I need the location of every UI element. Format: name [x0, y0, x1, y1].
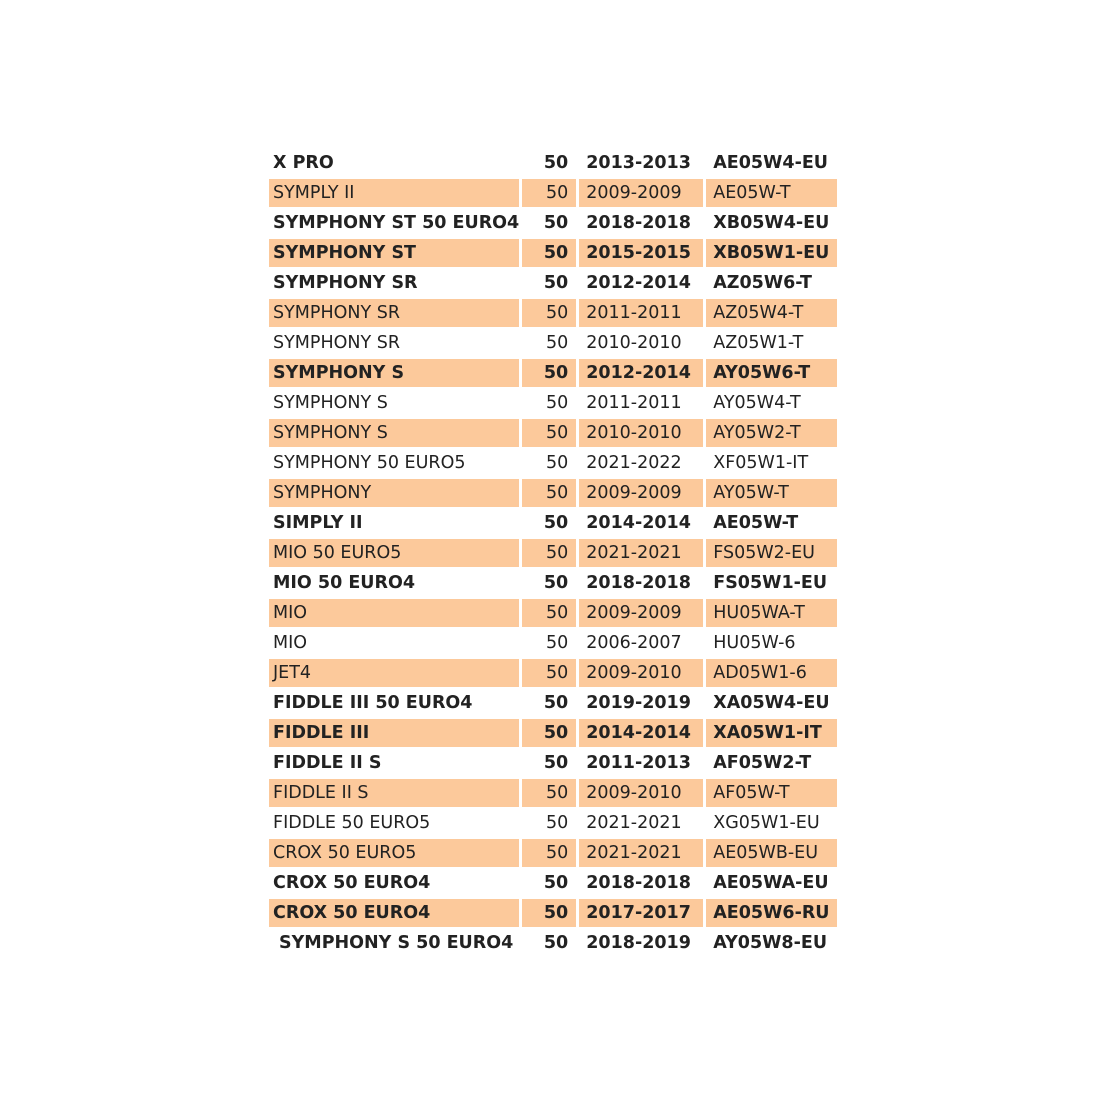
- table-row: [269, 779, 837, 807]
- model-name-cell: CROX 50 EURO5: [269, 839, 519, 867]
- engine-cc-cell: 50: [519, 179, 576, 207]
- model-name-cell: MIO: [273, 633, 308, 653]
- engine-cc-cell: 50: [519, 689, 576, 717]
- year-range-cell: 2009-2009: [576, 479, 703, 507]
- year-range-cell: 2018-2019: [576, 929, 703, 957]
- engine-cc-cell: 50: [519, 539, 576, 567]
- engine-cc-cell: 50: [519, 929, 576, 957]
- engine-cc-cell: 50: [519, 479, 576, 507]
- year-range-cell: 2021-2021: [576, 809, 703, 837]
- year-range-cell: 2013-2013: [576, 149, 703, 177]
- model-code-cell: AF05W-T: [703, 779, 837, 807]
- table-row: [269, 839, 837, 867]
- table-row: [269, 899, 837, 927]
- year-range-cell: 2014-2014: [576, 509, 703, 537]
- table-row: [269, 809, 837, 837]
- model-name-cell: SYMPHONY SR: [273, 273, 418, 293]
- model-name-cell: SYMPHONY SR: [269, 299, 519, 327]
- engine-cc-cell: 50: [519, 719, 576, 747]
- year-range-cell: 2010-2010: [576, 329, 703, 357]
- year-range-cell: 2019-2019: [576, 689, 703, 717]
- table-row: [269, 719, 837, 747]
- model-code-cell: XF05W1-IT: [703, 449, 837, 477]
- table-row: [269, 389, 837, 417]
- model-code-cell: AZ05W1-T: [703, 329, 837, 357]
- model-code-cell: FS05W2-EU: [703, 539, 837, 567]
- table-row: [269, 419, 837, 447]
- model-code-cell: AY05W6-T: [703, 359, 837, 387]
- engine-cc-cell: 50: [519, 779, 576, 807]
- engine-cc-cell: 50: [519, 299, 576, 327]
- table-row: [269, 479, 837, 507]
- model-code-cell: AE05W6-RU: [703, 899, 837, 927]
- table-row: [269, 929, 837, 957]
- engine-cc-cell: 50: [519, 899, 576, 927]
- model-code-cell: FS05W1-EU: [703, 569, 837, 597]
- model-name-cell: FIDDLE III 50 EURO4: [273, 693, 473, 713]
- model-code-cell: XB05W1-EU: [703, 239, 837, 267]
- year-range-cell: 2009-2010: [576, 779, 703, 807]
- table-row: [269, 659, 837, 687]
- model-name-cell: FIDDLE 50 EURO5: [273, 813, 431, 833]
- model-name-cell: SYMPHONY ST 50 EURO4: [273, 213, 520, 233]
- model-name-cell: SYMPHONY S: [269, 419, 519, 447]
- model-name-cell: MIO 50 EURO4: [273, 573, 416, 593]
- engine-cc-cell: 50: [519, 269, 576, 297]
- table-row: [269, 149, 837, 177]
- year-range-cell: 2017-2017: [576, 899, 703, 927]
- model-code-cell: AE05WB-EU: [703, 839, 837, 867]
- year-range-cell: 2009-2010: [576, 659, 703, 687]
- year-range-cell: 2006-2007: [576, 629, 703, 657]
- model-name-cell: SYMPHONY: [269, 479, 519, 507]
- engine-cc-cell: 50: [519, 209, 576, 237]
- table-row: [269, 449, 837, 477]
- model-code-cell: XA05W1-IT: [703, 719, 837, 747]
- year-range-cell: 2011-2011: [576, 299, 703, 327]
- engine-cc-cell: 50: [519, 569, 576, 597]
- model-name-cell: MIO: [269, 599, 519, 627]
- model-name-cell: FIDDLE II S: [273, 753, 382, 773]
- model-name-cell: SIMPLY II: [273, 513, 363, 533]
- year-range-cell: 2021-2022: [576, 449, 703, 477]
- table-row: [269, 689, 837, 717]
- model-name-cell: SYMPLY II: [269, 179, 519, 207]
- model-name-cell: SYMPHONY ST: [269, 239, 519, 267]
- model-name-cell: SYMPHONY S: [269, 359, 519, 387]
- model-code-cell: AY05W8-EU: [703, 929, 837, 957]
- table-row: [269, 239, 837, 267]
- model-name-cell: FIDDLE III: [269, 719, 519, 747]
- year-range-cell: 2018-2018: [576, 209, 703, 237]
- engine-cc-cell: 50: [519, 329, 576, 357]
- model-name-cell: CROX 50 EURO4: [269, 899, 519, 927]
- engine-cc-cell: 50: [519, 359, 576, 387]
- year-range-cell: 2011-2013: [576, 749, 703, 777]
- model-name-cell: SYMPHONY S: [273, 393, 388, 413]
- model-code-cell: AE05W-T: [703, 509, 837, 537]
- engine-cc-cell: 50: [519, 599, 576, 627]
- engine-cc-cell: 50: [519, 239, 576, 267]
- model-code-cell: XB05W4-EU: [703, 209, 837, 237]
- table-row: [269, 539, 837, 567]
- model-code-cell: AE05WA-EU: [703, 869, 837, 897]
- model-code-cell: HU05WA-T: [703, 599, 837, 627]
- year-range-cell: 2012-2014: [576, 359, 703, 387]
- model-code-cell: AY05W-T: [703, 479, 837, 507]
- table-row: [269, 329, 837, 357]
- engine-cc-cell: 50: [519, 749, 576, 777]
- table-row: [269, 599, 837, 627]
- model-name-cell: JET4: [269, 659, 519, 687]
- model-name-cell: SYMPHONY 50 EURO5: [273, 453, 466, 473]
- model-code-cell: AZ05W6-T: [703, 269, 837, 297]
- year-range-cell: 2012-2014: [576, 269, 703, 297]
- model-code-cell: AZ05W4-T: [703, 299, 837, 327]
- engine-cc-cell: 50: [519, 509, 576, 537]
- table-row: [269, 509, 837, 537]
- engine-cc-cell: 50: [519, 149, 576, 177]
- model-code-cell: HU05W-6: [703, 629, 837, 657]
- year-range-cell: 2009-2009: [576, 179, 703, 207]
- model-code-cell: AY05W2-T: [703, 419, 837, 447]
- model-code-cell: XA05W4-EU: [703, 689, 837, 717]
- table-row: [269, 359, 837, 387]
- model-name-cell: MIO 50 EURO5: [269, 539, 519, 567]
- engine-cc-cell: 50: [519, 389, 576, 417]
- engine-cc-cell: 50: [519, 839, 576, 867]
- table-row: [269, 179, 837, 207]
- models-table: [269, 147, 837, 959]
- table-row: [269, 749, 837, 777]
- table-row: [269, 209, 837, 237]
- engine-cc-cell: 50: [519, 419, 576, 447]
- year-range-cell: 2021-2021: [576, 839, 703, 867]
- year-range-cell: 2018-2018: [576, 869, 703, 897]
- model-name-cell: FIDDLE II S: [269, 779, 519, 807]
- model-code-cell: AY05W4-T: [703, 389, 837, 417]
- engine-cc-cell: 50: [519, 869, 576, 897]
- table-row: [269, 869, 837, 897]
- year-range-cell: 2014-2014: [576, 719, 703, 747]
- engine-cc-cell: 50: [519, 629, 576, 657]
- table-row: [269, 629, 837, 657]
- model-code-cell: AD05W1-6: [703, 659, 837, 687]
- model-name-cell: X PRO: [273, 153, 334, 173]
- model-code-cell: XG05W1-EU: [703, 809, 837, 837]
- model-code-cell: AF05W2-T: [703, 749, 837, 777]
- models-table-body: [269, 149, 837, 957]
- year-range-cell: 2015-2015: [576, 239, 703, 267]
- model-name-cell: SYMPHONY S 50 EURO4: [279, 933, 514, 953]
- year-range-cell: 2018-2018: [576, 569, 703, 597]
- year-range-cell: 2010-2010: [576, 419, 703, 447]
- table-row: [269, 569, 837, 597]
- model-name-cell: CROX 50 EURO4: [273, 873, 431, 893]
- model-code-cell: AE05W4-EU: [703, 149, 837, 177]
- table-row: [269, 269, 837, 297]
- engine-cc-cell: 50: [519, 809, 576, 837]
- engine-cc-cell: 50: [519, 449, 576, 477]
- model-code-cell: AE05W-T: [703, 179, 837, 207]
- year-range-cell: 2009-2009: [576, 599, 703, 627]
- model-name-cell: SYMPHONY SR: [273, 333, 400, 353]
- engine-cc-cell: 50: [519, 659, 576, 687]
- table-row: [269, 299, 837, 327]
- year-range-cell: 2021-2021: [576, 539, 703, 567]
- year-range-cell: 2011-2011: [576, 389, 703, 417]
